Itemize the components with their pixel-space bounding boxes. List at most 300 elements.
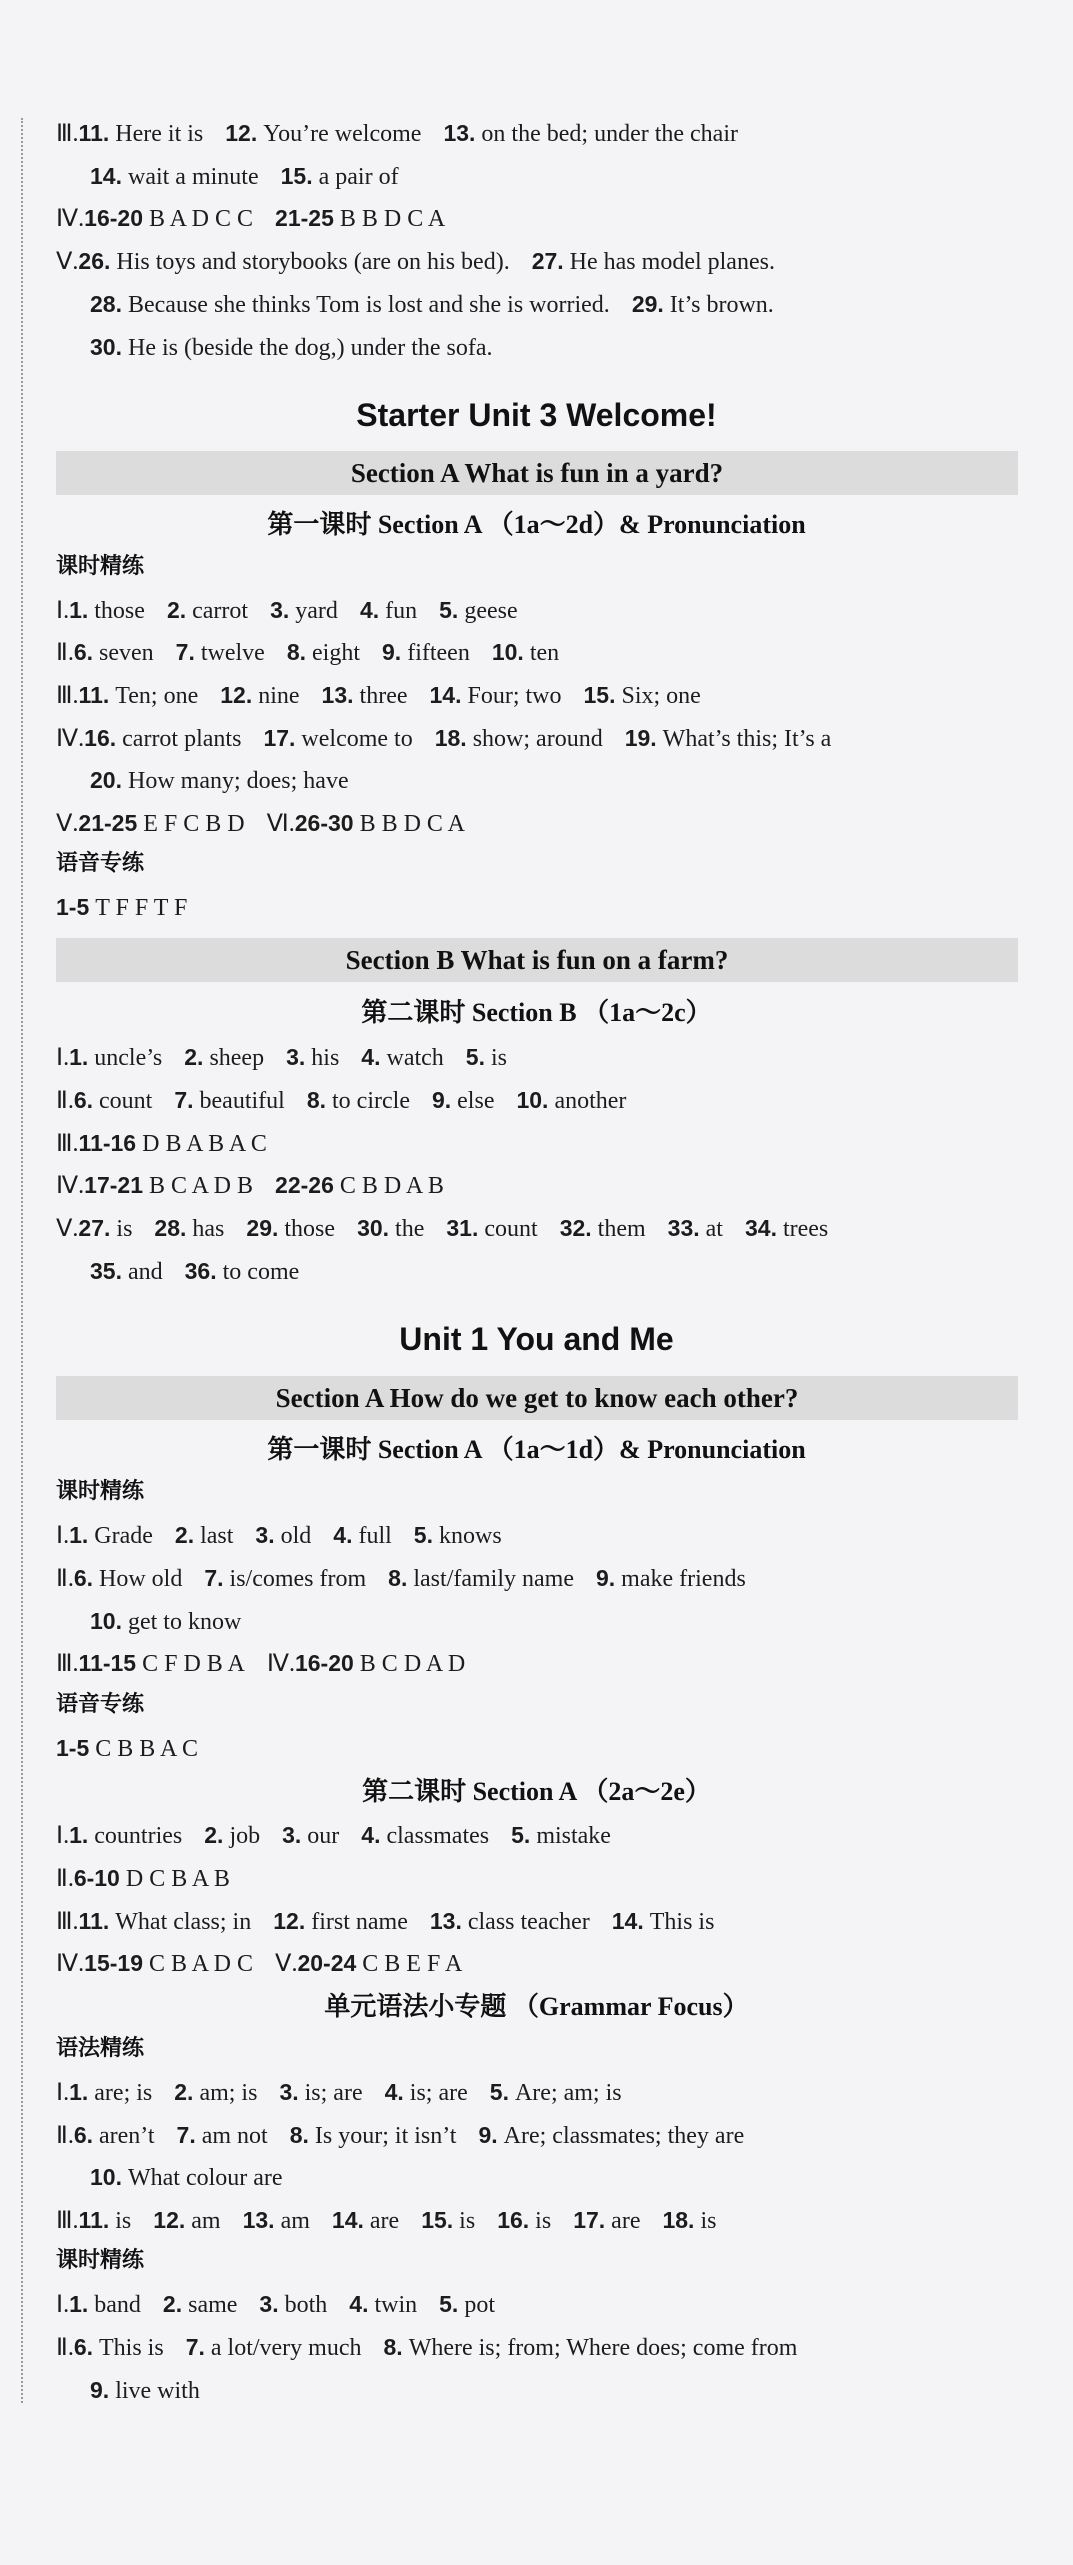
item-number: 28.	[154, 1215, 187, 1241]
item-answer: a lot/very much	[210, 2335, 362, 2361]
item-range: 21-25	[78, 810, 138, 836]
roman-numeral: Ⅰ.	[56, 2292, 70, 2318]
item-answer: a pair of	[318, 164, 399, 190]
item-answer: count	[99, 1088, 153, 1114]
item-number: 8.	[306, 1087, 327, 1113]
answer-row	[56, 1901, 714, 1941]
item-answer: knows	[438, 1523, 502, 1549]
item-number: 28.	[90, 291, 122, 317]
section-band: Section A How do we get to know each other?	[56, 1376, 1018, 1420]
lesson-heading: 单元语法小专题 （Grammar Focus）	[324, 1992, 749, 2021]
item-answer: both	[284, 2292, 328, 2318]
item-answer: are	[369, 2208, 400, 2234]
item-number: 1.	[69, 1522, 89, 1548]
item-number: 10.	[90, 2164, 122, 2190]
roman-numeral: Ⅴ.	[275, 1951, 298, 1977]
item-number: 6.	[73, 639, 93, 665]
answer-row	[56, 887, 187, 927]
item-answer: am; is	[199, 2080, 258, 2106]
section-band: Section A What is fun in a yard?	[56, 451, 1018, 495]
answer-row	[56, 1728, 198, 1768]
item-answer: wait a minute	[127, 164, 259, 190]
item-number: 6.	[73, 1565, 93, 1591]
item-number: 30.	[90, 334, 122, 360]
item-answer: at	[705, 1216, 723, 1242]
item-number: 3.	[255, 1522, 275, 1548]
item-number: 17.	[573, 2207, 606, 2233]
item-answer: sheep	[209, 1045, 265, 1071]
item-number: 12.	[220, 682, 253, 708]
answer-row	[56, 2072, 622, 2112]
item-number: 10.	[516, 1087, 549, 1113]
item-answer: full	[358, 1523, 392, 1549]
item-answer: Here it is	[115, 121, 204, 147]
item-answer: class teacher	[467, 1909, 590, 1935]
answer-row	[56, 1123, 267, 1163]
item-answer: the	[395, 1216, 425, 1242]
unit-title: Unit 1 You and Me	[399, 1321, 674, 1357]
item-answer: Where is; from; Where does; come from	[408, 2335, 798, 2361]
roman-numeral: Ⅲ.	[56, 1651, 79, 1677]
item-number: 27.	[78, 1215, 111, 1241]
item-answer: get to know	[127, 1609, 242, 1635]
answer-row	[56, 2200, 716, 2240]
roman-numeral: Ⅱ.	[56, 2335, 74, 2361]
item-number: 1.	[69, 597, 89, 623]
item-answer: How old	[99, 1566, 183, 1592]
phonics-label: 语音专练	[56, 1692, 145, 1717]
item-answer: watch	[386, 1045, 444, 1071]
item-answer: B B D C A	[359, 811, 465, 837]
item-answer: them	[597, 1216, 646, 1242]
item-number: 30.	[357, 1215, 390, 1241]
item-answer: He has model planes.	[569, 249, 775, 275]
item-answer: Ten; one	[115, 683, 199, 709]
item-answer: band	[94, 2292, 141, 2318]
item-range: 1-5	[56, 894, 90, 920]
answer-row	[56, 113, 738, 153]
item-number: 2.	[166, 597, 187, 623]
roman-numeral: Ⅲ.	[56, 1131, 79, 1157]
roman-numeral: Ⅰ.	[56, 1523, 70, 1549]
item-number: 2.	[162, 2291, 183, 2317]
roman-numeral: Ⅲ.	[56, 1909, 79, 1935]
item-answer: am	[191, 2208, 221, 2234]
item-number: 11.	[78, 120, 110, 146]
item-number: 2.	[204, 1822, 224, 1848]
item-answer: make friends	[621, 1566, 746, 1592]
item-number: 8.	[388, 1565, 408, 1591]
answer-row	[56, 198, 445, 238]
item-answer: He is (beside the dog,) under the sofa.	[127, 335, 493, 361]
answer-row	[56, 632, 559, 672]
roman-numeral: Ⅵ.	[266, 811, 295, 837]
item-answer: those	[284, 1216, 336, 1242]
roman-numeral: Ⅱ.	[56, 640, 74, 666]
item-number: 7.	[175, 639, 195, 665]
item-range: 21-25	[275, 205, 334, 231]
roman-numeral: Ⅰ.	[56, 598, 70, 624]
item-answer: on the bed; under the chair	[481, 121, 738, 147]
item-number: 11.	[78, 2207, 110, 2233]
item-number: 36.	[184, 1258, 217, 1284]
item-number: 20.	[90, 767, 122, 793]
answer-row	[56, 2115, 744, 2155]
item-number: 10.	[90, 1608, 122, 1634]
item-number: 7.	[185, 2334, 205, 2360]
margin-dotted-line	[21, 118, 23, 2403]
item-number: 1.	[69, 1044, 89, 1070]
item-number: 14.	[429, 682, 462, 708]
roman-numeral: Ⅳ.	[266, 1651, 295, 1677]
answer-row	[56, 1037, 507, 1077]
item-answer: beautiful	[199, 1088, 285, 1114]
answer-row	[56, 1208, 828, 1248]
item-number: 5.	[439, 597, 459, 623]
item-answer: C B A D C	[148, 1951, 254, 1977]
item-number: 10.	[491, 639, 524, 665]
item-answer: is	[535, 2208, 552, 2234]
item-range: 17-21	[84, 1172, 143, 1198]
item-number: 3.	[286, 1044, 306, 1070]
item-number: 12.	[153, 2207, 186, 2233]
item-answer: His toys and storybooks (are on his bed).	[116, 249, 510, 275]
answer-row	[56, 2327, 797, 2367]
item-answer: T F F T F	[95, 895, 188, 921]
item-answer: B B D C A	[339, 206, 446, 232]
item-range: 6-10	[73, 1865, 120, 1891]
answer-row	[90, 760, 349, 800]
lesson-heading: 第一课时 Section A （1a～2d）& Pronunciation	[267, 510, 806, 539]
item-answer: is	[490, 1045, 507, 1071]
item-range: 11-15	[78, 1650, 137, 1676]
answer-row	[56, 1558, 746, 1598]
item-number: 18.	[434, 725, 467, 751]
item-answer: our	[307, 1823, 340, 1849]
item-answer: is	[700, 2208, 717, 2234]
item-answer: This is	[99, 2335, 164, 2361]
item-answer: fun	[385, 598, 418, 624]
item-number: 8.	[286, 639, 307, 665]
item-number: 33.	[667, 1215, 700, 1241]
item-answer: same	[188, 2292, 238, 2318]
item-answer: It’s brown.	[669, 292, 774, 318]
item-number: 3.	[270, 597, 290, 623]
answer-row	[56, 241, 775, 281]
item-number: 17.	[263, 725, 296, 751]
item-answer: is; are	[409, 2080, 468, 2106]
item-answer: carrot	[192, 598, 249, 624]
item-answer: last/family name	[413, 1566, 574, 1592]
item-number: 3.	[282, 1822, 302, 1848]
item-number: 4.	[333, 1522, 353, 1548]
item-answer: classmates	[386, 1823, 490, 1849]
item-answer: old	[280, 1523, 312, 1549]
item-number: 1.	[69, 2079, 89, 2105]
item-range: 16-20	[84, 205, 143, 231]
item-answer: yard	[295, 598, 338, 624]
item-number: 14.	[331, 2207, 364, 2233]
item-number: 7.	[176, 2122, 196, 2148]
item-number: 5.	[439, 2291, 459, 2317]
answer-row	[56, 1165, 444, 1205]
item-answer: pot	[464, 2292, 495, 2318]
item-number: 9.	[90, 2377, 110, 2403]
item-number: 16.	[84, 725, 117, 751]
item-answer: C B E F A	[362, 1951, 463, 1977]
section-band: Section B What is fun on a farm?	[56, 938, 1018, 982]
item-number: 4.	[384, 2079, 404, 2105]
roman-numeral: Ⅱ.	[56, 1566, 74, 1592]
roman-numeral: Ⅳ.	[56, 1951, 85, 1977]
item-number: 34.	[744, 1215, 777, 1241]
roman-numeral: Ⅳ.	[56, 726, 85, 752]
item-number: 5.	[489, 2079, 509, 2105]
item-answer: Are; am; is	[514, 2080, 622, 2106]
item-number: 7.	[174, 1087, 194, 1113]
roman-numeral: Ⅳ.	[56, 206, 85, 232]
item-answer: countries	[94, 1823, 183, 1849]
item-answer: am not	[201, 2123, 268, 2149]
item-answer: show; around	[472, 726, 603, 752]
roman-numeral: Ⅲ.	[56, 2208, 79, 2234]
item-number: 9.	[431, 1087, 452, 1113]
item-number: 11.	[78, 1908, 110, 1934]
item-number: 6.	[73, 2122, 93, 2148]
answer-row	[90, 1601, 241, 1641]
item-range: 22-26	[275, 1172, 334, 1198]
item-answer: last	[200, 1523, 234, 1549]
item-number: 14.	[611, 1908, 644, 1934]
item-answer: first name	[311, 1909, 408, 1935]
item-number: 31.	[446, 1215, 479, 1241]
lesson-heading: 第二课时 Section B （1a～2c）	[361, 998, 712, 1027]
item-number: 26.	[78, 248, 111, 274]
item-number: 4.	[361, 1044, 381, 1070]
roman-numeral: Ⅱ.	[56, 2123, 74, 2149]
roman-numeral: Ⅴ.	[56, 249, 79, 275]
item-number: 4.	[349, 2291, 369, 2317]
item-range: 11-16	[78, 1130, 137, 1156]
item-answer: B C D A D	[359, 1651, 466, 1677]
roman-numeral: Ⅰ.	[56, 2080, 70, 2106]
item-number: 11.	[78, 682, 110, 708]
item-number: 19.	[624, 725, 657, 751]
item-number: 12.	[273, 1908, 306, 1934]
item-number: 2.	[174, 1522, 195, 1548]
item-answer: B A D C C	[148, 206, 254, 232]
answer-row	[56, 1943, 462, 1983]
item-number: 3.	[259, 2291, 279, 2317]
item-answer: is/comes from	[229, 1566, 367, 1592]
item-number: 8.	[289, 2122, 309, 2148]
practice-label: 课时精练	[56, 554, 145, 579]
answer-row	[56, 718, 831, 758]
item-answer: another	[554, 1088, 627, 1114]
item-answer: eight	[312, 640, 361, 666]
item-answer: How many; does; have	[127, 768, 349, 794]
item-answer: to circle	[332, 1088, 410, 1114]
item-answer: geese	[464, 598, 518, 624]
item-number: 27.	[531, 248, 564, 274]
item-answer: Are; classmates; they are	[503, 2123, 745, 2149]
lesson-heading: 第二课时 Section A （2a～2e）	[362, 1777, 711, 1806]
practice-label: 课时精练	[56, 2248, 145, 2273]
lesson-heading: 第一课时 Section A （1a～1d）& Pronunciation	[267, 1435, 806, 1464]
item-answer: What class; in	[115, 1909, 252, 1935]
item-answer: twelve	[200, 640, 265, 666]
roman-numeral: Ⅰ.	[56, 1045, 70, 1071]
item-answer: E F C B D	[143, 811, 245, 837]
roman-numeral: Ⅲ.	[56, 121, 79, 147]
item-number: 14.	[90, 163, 122, 189]
item-number: 29.	[631, 291, 664, 317]
item-answer: is	[459, 2208, 476, 2234]
practice-label: 课时精练	[56, 1479, 145, 1504]
item-number: 5.	[511, 1822, 531, 1848]
item-range: 20-24	[297, 1950, 357, 1976]
item-number: 1.	[69, 2291, 89, 2317]
answer-row	[56, 1815, 611, 1855]
item-number: 15.	[583, 682, 616, 708]
item-number: 9.	[478, 2122, 498, 2148]
item-number: 29.	[246, 1215, 279, 1241]
item-number: 13.	[321, 682, 354, 708]
item-answer: Is your; it isn’t	[314, 2123, 457, 2149]
item-range: 1-5	[56, 1735, 90, 1761]
item-answer: nine	[258, 683, 300, 709]
answer-row	[90, 2157, 283, 2197]
answer-row	[56, 1515, 502, 1555]
item-number: 13.	[443, 120, 476, 146]
answer-row	[56, 803, 465, 843]
item-answer: three	[359, 683, 408, 709]
unit-title: Starter Unit 3 Welcome!	[356, 397, 717, 433]
item-answer: is; are	[304, 2080, 363, 2106]
item-answer: What colour are	[127, 2165, 283, 2191]
item-answer: and	[127, 1259, 163, 1285]
answer-row	[56, 1080, 626, 1120]
item-answer: else	[457, 1088, 495, 1114]
item-answer: This is	[649, 1909, 715, 1935]
item-answer: are; is	[94, 2080, 153, 2106]
item-number: 7.	[204, 1565, 224, 1591]
item-answer: What’s this; It’s a	[662, 726, 832, 752]
item-answer: Grade	[94, 1523, 153, 1549]
answer-row	[56, 1858, 230, 1898]
item-number: 13.	[429, 1908, 462, 1934]
item-answer: live with	[115, 2378, 200, 2404]
item-answer: job	[229, 1823, 261, 1849]
item-answer: twin	[374, 2292, 418, 2318]
item-range: 15-19	[84, 1950, 143, 1976]
answer-row	[56, 2284, 495, 2324]
item-number: 5.	[413, 1522, 433, 1548]
item-number: 12.	[225, 120, 258, 146]
roman-numeral: Ⅰ.	[56, 1823, 70, 1849]
item-answer: C F D B A	[142, 1651, 245, 1677]
item-answer: is	[115, 2208, 132, 2234]
item-range: 16-20	[294, 1650, 354, 1676]
item-answer: carrot plants	[122, 726, 242, 752]
item-answer: welcome to	[301, 726, 413, 752]
roman-numeral: Ⅳ.	[56, 1173, 85, 1199]
item-answer: aren’t	[99, 2123, 155, 2149]
answer-row	[90, 284, 774, 324]
answer-row	[56, 590, 518, 630]
item-answer: C B B A C	[95, 1736, 198, 1762]
answer-row	[56, 675, 701, 715]
grammar-label: 语法精练	[56, 2036, 145, 2061]
item-answer: C B D A B	[339, 1173, 444, 1199]
item-answer: D B A B A C	[142, 1131, 267, 1157]
item-number: 9.	[382, 639, 402, 665]
phonics-label: 语音专练	[56, 851, 145, 876]
item-answer: Six; one	[621, 683, 701, 709]
item-answer: Four; two	[467, 683, 562, 709]
roman-numeral: Ⅴ.	[56, 1216, 79, 1242]
item-answer: D C B A B	[125, 1866, 230, 1892]
item-answer: B C A D B	[148, 1173, 254, 1199]
item-number: 6.	[73, 1087, 93, 1113]
item-answer: those	[94, 598, 145, 624]
item-answer: ten	[529, 640, 560, 666]
item-number: 1.	[69, 1822, 89, 1848]
item-answer: uncle’s	[94, 1045, 163, 1071]
item-number: 5.	[465, 1044, 485, 1070]
item-answer: You’re welcome	[263, 121, 422, 147]
item-number: 2.	[184, 1044, 204, 1070]
item-number: 32.	[559, 1215, 592, 1241]
answer-row	[90, 2370, 200, 2410]
item-number: 4.	[359, 597, 380, 623]
item-answer: am	[280, 2208, 310, 2234]
item-number: 6.	[73, 2334, 93, 2360]
item-number: 18.	[662, 2207, 695, 2233]
item-answer: is	[116, 1216, 133, 1242]
item-number: 4.	[361, 1822, 381, 1848]
item-number: 8.	[383, 2334, 403, 2360]
roman-numeral: Ⅴ.	[56, 811, 79, 837]
answer-row	[56, 1643, 465, 1683]
item-answer: his	[311, 1045, 340, 1071]
item-answer: mistake	[536, 1823, 611, 1849]
roman-numeral: Ⅱ.	[56, 1088, 74, 1114]
item-answer: fifteen	[407, 640, 470, 666]
item-answer: Because she thinks Tom is lost and she is worried.	[127, 292, 610, 318]
item-number: 15.	[421, 2207, 454, 2233]
item-answer: seven	[99, 640, 154, 666]
item-answer: has	[192, 1216, 225, 1242]
item-number: 2.	[174, 2079, 194, 2105]
item-number: 13.	[242, 2207, 275, 2233]
item-range: 26-30	[294, 810, 354, 836]
item-answer: to come	[222, 1259, 300, 1285]
item-number: 35.	[90, 1258, 122, 1284]
item-answer: are	[611, 2208, 641, 2234]
answer-row	[90, 327, 493, 367]
item-answer: trees	[782, 1216, 829, 1242]
answer-row	[90, 1251, 299, 1291]
item-number: 3.	[279, 2079, 299, 2105]
item-number: 15.	[280, 163, 313, 189]
item-answer: count	[484, 1216, 538, 1242]
item-number: 16.	[497, 2207, 530, 2233]
item-number: 9.	[595, 1565, 616, 1591]
roman-numeral: Ⅱ.	[56, 1866, 74, 1892]
roman-numeral: Ⅲ.	[56, 683, 79, 709]
answer-row	[90, 156, 399, 196]
